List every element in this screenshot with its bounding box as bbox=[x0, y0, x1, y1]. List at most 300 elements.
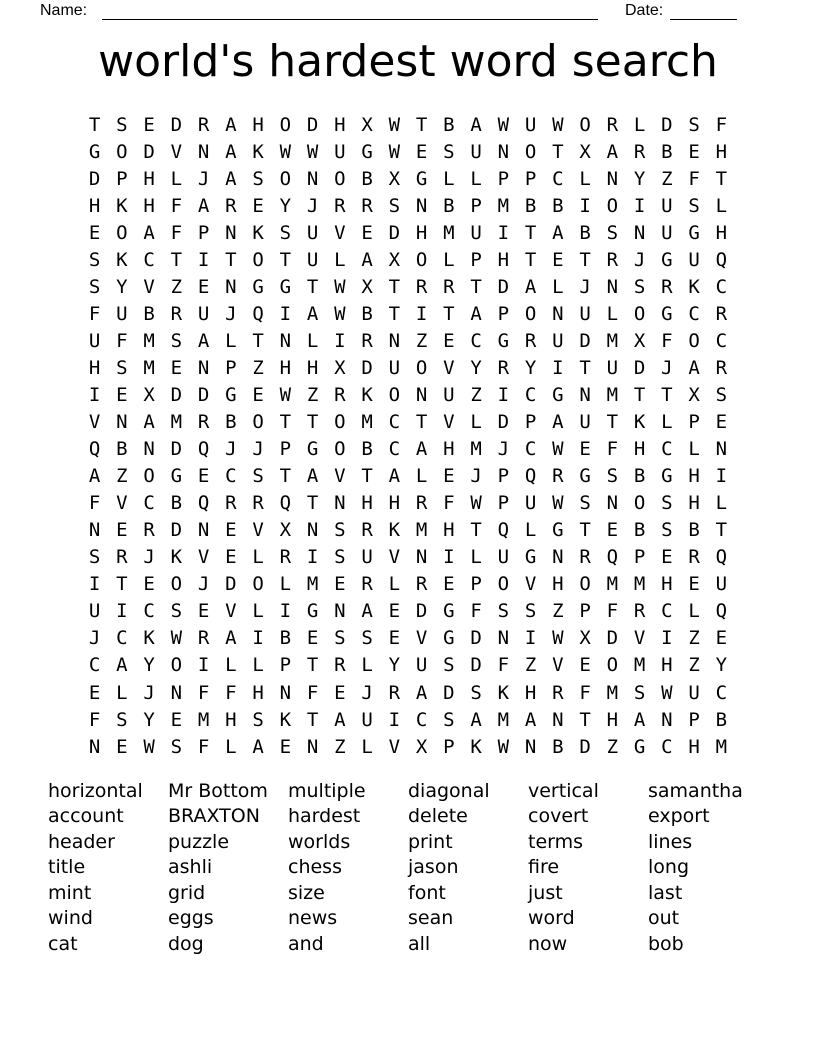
grid-letter: X bbox=[415, 735, 428, 758]
grid-letter: I bbox=[197, 248, 210, 271]
word-item: vertical bbox=[528, 780, 599, 802]
grid-letter: V bbox=[443, 356, 455, 379]
word-item: wind bbox=[48, 907, 93, 930]
grid-letter: M bbox=[633, 573, 646, 596]
grid-letter: G bbox=[306, 438, 319, 461]
grid-letter: Q bbox=[715, 600, 728, 623]
grid-letter: H bbox=[88, 356, 101, 379]
grid-letter: T bbox=[306, 654, 319, 677]
grid-letter: E bbox=[606, 519, 619, 542]
grid-letter: N bbox=[388, 329, 401, 352]
grid-letter: N bbox=[552, 302, 564, 325]
grid-letter: C bbox=[524, 438, 537, 461]
grid-letter: D bbox=[306, 113, 319, 136]
grid-letter: L bbox=[225, 329, 237, 352]
grid-letter: L bbox=[470, 411, 482, 434]
grid-letter: R bbox=[606, 248, 619, 271]
grid-letter: S bbox=[443, 708, 455, 731]
grid-letter: U bbox=[88, 329, 101, 352]
grid-letter: G bbox=[633, 735, 646, 758]
grid-letter: S bbox=[443, 654, 455, 677]
grid-letter: U bbox=[470, 221, 482, 244]
grid-letter: S bbox=[715, 383, 728, 406]
grid-letter: I bbox=[579, 194, 591, 217]
grid-letter: J bbox=[143, 546, 155, 569]
grid-letter: P bbox=[497, 302, 510, 325]
word-item: out bbox=[648, 907, 680, 930]
grid-letter: H bbox=[415, 221, 428, 244]
grid-letter: R bbox=[415, 492, 428, 515]
grid-letter: L bbox=[443, 167, 455, 190]
grid-letter: U bbox=[661, 221, 673, 244]
grid-letter: R bbox=[606, 113, 619, 136]
word-item: size bbox=[288, 881, 325, 904]
grid-letter: V bbox=[552, 654, 564, 677]
grid-letter: U bbox=[306, 221, 319, 244]
grid-letter: W bbox=[170, 627, 183, 650]
grid-letter: H bbox=[661, 573, 673, 596]
grid-letter: A bbox=[116, 654, 128, 677]
grid-letter: P bbox=[116, 167, 128, 190]
grid-letter: N bbox=[606, 492, 619, 515]
grid-letter: S bbox=[497, 600, 510, 623]
grid-letter: S bbox=[170, 735, 183, 758]
grid-letter: E bbox=[116, 735, 128, 758]
grid-letter: U bbox=[688, 248, 700, 271]
grid-letter: I bbox=[88, 573, 101, 596]
date-blank-line bbox=[670, 0, 737, 20]
grid-letter: A bbox=[470, 708, 482, 731]
grid-letter: R bbox=[361, 194, 373, 217]
word-item: ashli bbox=[168, 856, 213, 879]
grid-letter: J bbox=[197, 167, 210, 190]
grid-letter: L bbox=[415, 465, 428, 488]
grid-letter: R bbox=[415, 573, 428, 596]
grid-letter: F bbox=[306, 681, 319, 704]
grid-letter: J bbox=[88, 627, 101, 650]
grid-letter: N bbox=[415, 546, 428, 569]
grid-letter: O bbox=[116, 140, 128, 163]
grid-letter: T bbox=[579, 519, 591, 542]
grid-letter: E bbox=[116, 383, 128, 406]
grid-letter: T bbox=[279, 248, 292, 271]
grid-letter: O bbox=[170, 573, 183, 596]
grid-letter: F bbox=[579, 681, 591, 704]
grid-letter: P bbox=[443, 735, 455, 758]
grid-letter: R bbox=[661, 275, 673, 298]
grid-letter: R bbox=[361, 519, 373, 542]
grid-letter: S bbox=[170, 600, 183, 623]
grid-letter: O bbox=[606, 654, 619, 677]
grid-letter: Y bbox=[388, 654, 401, 677]
grid-letter: Z bbox=[415, 329, 428, 352]
grid-letter: C bbox=[552, 167, 564, 190]
grid-letter: Q bbox=[497, 519, 510, 542]
word-item: BRAXTON bbox=[168, 805, 260, 828]
grid-letter: P bbox=[688, 708, 700, 731]
grid-letter: S bbox=[279, 221, 292, 244]
grid-letter: J bbox=[661, 356, 673, 379]
grid-letter: H bbox=[252, 113, 264, 136]
grid-letter: G bbox=[170, 465, 183, 488]
grid-letter: L bbox=[334, 248, 346, 271]
grid-letter: A bbox=[225, 140, 237, 163]
grid-letter: K bbox=[116, 248, 128, 271]
grid-letter: V bbox=[415, 627, 428, 650]
grid-letter: L bbox=[633, 113, 646, 136]
grid-letter: S bbox=[388, 194, 401, 217]
grid-letter: D bbox=[170, 113, 183, 136]
grid-letter: Z bbox=[116, 465, 128, 488]
grid-letter: W bbox=[552, 438, 564, 461]
grid-letter: D bbox=[415, 600, 428, 623]
word-item: dog bbox=[168, 932, 204, 955]
word-item: title bbox=[48, 856, 86, 879]
grid-letter: H bbox=[661, 654, 673, 677]
grid-letter: R bbox=[197, 627, 210, 650]
grid-letter: L bbox=[388, 573, 401, 596]
grid-letter: I bbox=[661, 627, 673, 650]
grid-letter: B bbox=[361, 167, 373, 190]
grid-letter: Z bbox=[252, 356, 264, 379]
grid-letter: W bbox=[334, 302, 346, 325]
grid-letter: E bbox=[334, 573, 346, 596]
grid-letter: R bbox=[225, 492, 237, 515]
grid-letter: O bbox=[579, 113, 591, 136]
word-item: mint bbox=[48, 881, 92, 904]
grid-letter: E bbox=[197, 600, 210, 623]
grid-letter: S bbox=[116, 708, 128, 731]
grid-letter: D bbox=[470, 654, 482, 677]
grid-letter: G bbox=[579, 465, 591, 488]
grid-letter: E bbox=[88, 681, 101, 704]
grid-letter: C bbox=[143, 492, 155, 515]
grid-letter: D bbox=[170, 438, 183, 461]
grid-letter: R bbox=[143, 519, 155, 542]
grid-letter: M bbox=[497, 194, 510, 217]
grid-letter: K bbox=[279, 708, 292, 731]
grid-letter: J bbox=[361, 681, 373, 704]
grid-letter: G bbox=[88, 140, 101, 163]
grid-letter: O bbox=[334, 411, 346, 434]
grid-letter: S bbox=[633, 275, 646, 298]
grid-letter: D bbox=[170, 383, 183, 406]
grid-letter: M bbox=[170, 411, 183, 434]
grid-letter: U bbox=[306, 248, 319, 271]
grid-letter: N bbox=[306, 519, 319, 542]
grid-letter: A bbox=[415, 438, 428, 461]
grid-letter: U bbox=[415, 654, 428, 677]
grid-letter: R bbox=[579, 546, 591, 569]
word-item: chess bbox=[288, 856, 342, 879]
grid-letter: X bbox=[388, 248, 401, 271]
grid-letter: I bbox=[415, 302, 428, 325]
grid-letter: E bbox=[334, 681, 346, 704]
word-item: now bbox=[528, 932, 568, 955]
grid-letter: D bbox=[388, 221, 401, 244]
grid-letter: G bbox=[661, 248, 673, 271]
grid-letter: N bbox=[88, 519, 101, 542]
grid-letter: E bbox=[279, 735, 292, 758]
grid-letter: E bbox=[197, 465, 210, 488]
grid-letter: D bbox=[579, 735, 591, 758]
grid-letter: E bbox=[415, 140, 428, 163]
grid-letter: L bbox=[225, 654, 237, 677]
grid-letter: E bbox=[143, 113, 155, 136]
grid-letter: Z bbox=[552, 600, 564, 623]
grid-letter: A bbox=[606, 140, 619, 163]
grid-letter: T bbox=[443, 302, 455, 325]
word-item: last bbox=[648, 881, 683, 904]
grid-letter: L bbox=[470, 167, 482, 190]
grid-letter: B bbox=[443, 194, 455, 217]
grid-letter: S bbox=[88, 248, 101, 271]
grid-letter: T bbox=[306, 275, 319, 298]
grid-letter: M bbox=[306, 573, 319, 596]
grid-letter: D bbox=[497, 411, 510, 434]
grid-letter: L bbox=[252, 546, 264, 569]
grid-letter: A bbox=[252, 735, 264, 758]
grid-letter: O bbox=[334, 167, 346, 190]
grid-letter: D bbox=[606, 627, 619, 650]
grid-letter: R bbox=[116, 546, 128, 569]
word-item: and bbox=[288, 932, 324, 955]
grid-letter: V bbox=[388, 546, 401, 569]
grid-letter: H bbox=[688, 492, 700, 515]
grid-letter: C bbox=[524, 383, 537, 406]
grid-letter: R bbox=[443, 275, 455, 298]
grid-letter: I bbox=[88, 383, 101, 406]
grid-letter: V bbox=[143, 275, 155, 298]
grid-letter: S bbox=[524, 600, 537, 623]
grid-letter: J bbox=[197, 573, 210, 596]
grid-letter: T bbox=[633, 383, 646, 406]
grid-letter: W bbox=[306, 140, 319, 163]
grid-letter: T bbox=[579, 248, 591, 271]
grid-letter: H bbox=[443, 519, 455, 542]
grid-letter: J bbox=[252, 438, 264, 461]
grid-letter: Q bbox=[715, 248, 728, 271]
grid-letter: F bbox=[225, 681, 237, 704]
grid-letter: V bbox=[252, 519, 264, 542]
grid-letter: E bbox=[143, 573, 155, 596]
word-item: covert bbox=[528, 805, 589, 828]
grid-letter: T bbox=[524, 221, 537, 244]
grid-letter: C bbox=[470, 329, 482, 352]
word-item: hardest bbox=[288, 805, 361, 828]
word-list-column bbox=[168, 779, 268, 957]
grid-letter: H bbox=[306, 356, 319, 379]
grid-letter: O bbox=[279, 113, 292, 136]
grid-letter: A bbox=[688, 356, 700, 379]
grid-letter: A bbox=[197, 194, 210, 217]
grid-letter: G bbox=[524, 546, 537, 569]
grid-letter: S bbox=[579, 492, 591, 515]
grid-letter: L bbox=[579, 167, 591, 190]
grid-letter: T bbox=[552, 140, 564, 163]
grid-letter: H bbox=[715, 221, 728, 244]
grid-letter: K bbox=[497, 681, 510, 704]
grid-letter: M bbox=[143, 356, 155, 379]
grid-letter: H bbox=[443, 438, 455, 461]
grid-letter: P bbox=[470, 194, 482, 217]
grid-letter: A bbox=[633, 708, 646, 731]
grid-letter: H bbox=[552, 573, 564, 596]
grid-letter: E bbox=[170, 708, 183, 731]
word-list-column bbox=[408, 779, 490, 957]
grid-letter: T bbox=[170, 248, 183, 271]
grid-letter: U bbox=[688, 681, 700, 704]
grid-letter: L bbox=[306, 329, 319, 352]
grid-letter: X bbox=[334, 356, 346, 379]
grid-letter: N bbox=[306, 735, 319, 758]
word-item: export bbox=[648, 805, 710, 828]
grid-letter: G bbox=[415, 167, 428, 190]
grid-letter: N bbox=[334, 492, 346, 515]
grid-letter: X bbox=[143, 383, 155, 406]
grid-letter: U bbox=[524, 113, 537, 136]
grid-letter: O bbox=[116, 221, 128, 244]
grid-letter: O bbox=[524, 140, 537, 163]
grid-letter: C bbox=[715, 681, 728, 704]
grid-letter: C bbox=[225, 465, 237, 488]
grid-letter: D bbox=[579, 329, 591, 352]
grid-letter: I bbox=[334, 329, 346, 352]
grid-letter: X bbox=[361, 113, 373, 136]
grid-letter: I bbox=[306, 546, 319, 569]
grid-letter: V bbox=[88, 411, 101, 434]
grid-letter: E bbox=[306, 627, 319, 650]
grid-letter: B bbox=[688, 519, 700, 542]
grid-letter: S bbox=[88, 275, 101, 298]
grid-letter: P bbox=[497, 492, 510, 515]
grid-letter: A bbox=[361, 248, 373, 271]
grid-letter: E bbox=[252, 194, 264, 217]
grid-letter: J bbox=[143, 681, 155, 704]
grid-letter: Q bbox=[715, 546, 728, 569]
grid-letter: J bbox=[579, 275, 591, 298]
grid-letter: F bbox=[116, 329, 128, 352]
grid-letter: I bbox=[552, 356, 564, 379]
grid-letter: L bbox=[688, 438, 700, 461]
grid-letter: T bbox=[415, 411, 428, 434]
grid-letter: F bbox=[443, 492, 455, 515]
grid-letter: Y bbox=[143, 654, 155, 677]
grid-letter: A bbox=[197, 329, 210, 352]
grid-letter: M bbox=[443, 221, 455, 244]
grid-letter: D bbox=[470, 627, 482, 650]
grid-letter: R bbox=[524, 329, 537, 352]
word-item: print bbox=[408, 830, 453, 853]
grid-letter: Y bbox=[470, 356, 482, 379]
grid-letter: F bbox=[197, 735, 210, 758]
grid-letter: V bbox=[633, 627, 646, 650]
grid-letter: U bbox=[88, 600, 101, 623]
grid-letter: S bbox=[170, 329, 183, 352]
grid-letter: O bbox=[388, 383, 401, 406]
grid-letter: M bbox=[470, 438, 482, 461]
grid-letter: T bbox=[715, 167, 728, 190]
grid-letter: R bbox=[715, 302, 728, 325]
grid-letter: D bbox=[443, 681, 455, 704]
grid-letter: L bbox=[715, 492, 728, 515]
grid-letter: E bbox=[443, 329, 455, 352]
grid-letter: N bbox=[306, 167, 319, 190]
grid-letter: G bbox=[552, 519, 564, 542]
grid-letter: P bbox=[279, 654, 292, 677]
grid-letter: U bbox=[497, 546, 510, 569]
grid-letter: E bbox=[715, 411, 728, 434]
grid-letter: C bbox=[715, 275, 728, 298]
grid-letter: R bbox=[633, 140, 646, 163]
grid-letter: Q bbox=[279, 492, 292, 515]
grid-letter: X bbox=[579, 627, 591, 650]
grid-letter: H bbox=[252, 681, 264, 704]
word-item: fire bbox=[528, 856, 560, 879]
name-blank-line bbox=[102, 0, 598, 20]
grid-letter: W bbox=[552, 113, 564, 136]
grid-letter: N bbox=[334, 600, 346, 623]
grid-letter: F bbox=[715, 113, 728, 136]
grid-letter: A bbox=[306, 465, 319, 488]
grid-letter: H bbox=[633, 438, 646, 461]
date-label: Date: bbox=[625, 2, 664, 19]
grid-letter: T bbox=[415, 113, 428, 136]
grid-letter: Z bbox=[688, 654, 700, 677]
grid-letter: B bbox=[279, 627, 292, 650]
word-item: just bbox=[528, 881, 563, 904]
grid-letter: N bbox=[606, 167, 619, 190]
grid-letter: H bbox=[715, 140, 728, 163]
grid-letter: E bbox=[88, 221, 101, 244]
grid-letter: C bbox=[143, 600, 155, 623]
grid-letter: T bbox=[88, 113, 101, 136]
grid-letter: E bbox=[688, 140, 700, 163]
grid-letter: A bbox=[524, 275, 537, 298]
grid-letter: E bbox=[225, 546, 237, 569]
grid-letter: U bbox=[552, 329, 564, 352]
grid-letter: W bbox=[497, 113, 510, 136]
grid-letter: V bbox=[116, 492, 128, 515]
grid-letter: W bbox=[552, 492, 564, 515]
name-date-bar bbox=[0, 0, 816, 26]
word-item: bob bbox=[648, 932, 684, 955]
grid-letter: T bbox=[225, 248, 237, 271]
grid-letter: B bbox=[443, 113, 455, 136]
grid-letter: H bbox=[334, 113, 346, 136]
grid-letter: B bbox=[633, 465, 646, 488]
grid-letter: L bbox=[252, 600, 264, 623]
word-item: news bbox=[288, 907, 338, 930]
grid-letter: L bbox=[688, 600, 700, 623]
grid-letter: Y bbox=[116, 275, 128, 298]
grid-letter: W bbox=[661, 681, 673, 704]
grid-letter: X bbox=[633, 329, 646, 352]
name-label: Name: bbox=[40, 2, 88, 19]
grid-letter: E bbox=[715, 627, 728, 650]
grid-letter: S bbox=[252, 708, 264, 731]
grid-letter: A bbox=[415, 681, 428, 704]
grid-letter: S bbox=[334, 519, 346, 542]
grid-letter: O bbox=[252, 411, 264, 434]
grid-letter: K bbox=[252, 140, 264, 163]
grid-letter: X bbox=[579, 140, 591, 163]
grid-letter: Z bbox=[688, 627, 700, 650]
grid-letter: F bbox=[470, 600, 482, 623]
grid-letter: P bbox=[225, 356, 237, 379]
grid-letter: P bbox=[197, 221, 210, 244]
grid-letter: P bbox=[470, 573, 482, 596]
